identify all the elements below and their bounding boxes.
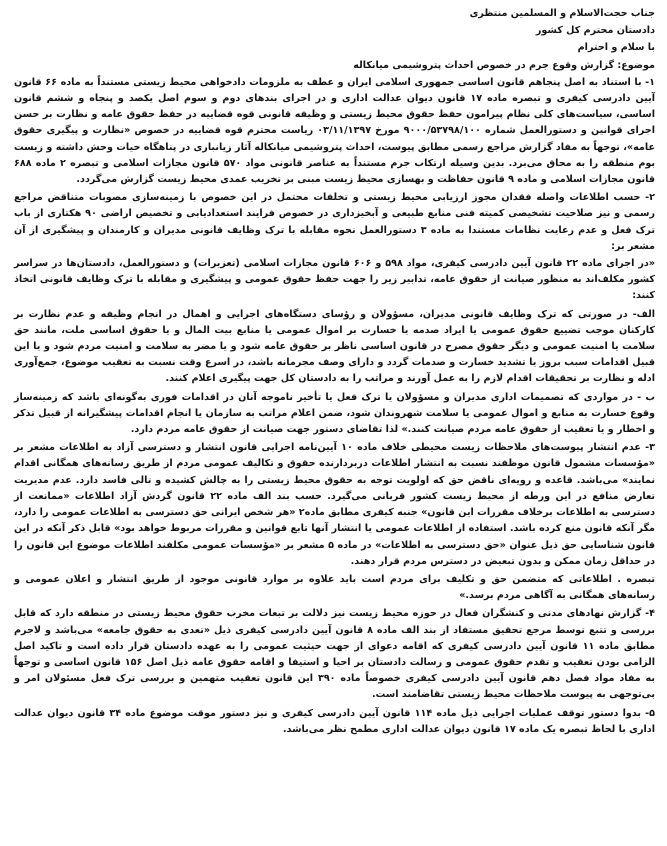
paragraph-5: ۵- بدوا دستور توقف عملیات اجرایی ذیل ماده ۱۱۴ قانون آیین دادرسی کیفری و نیز دستور موقت موضوع ماده ۳۴ قانون دیوان عدالت اداری با لحاظ تبصره یک ماده ۱۷ قانون دیوان عدالت اداری مطمح نظر می‌باشد. (14, 707, 656, 735)
addressee-line: جناب حجت‌الاسلام و المسلمین منتظری (469, 8, 655, 19)
paragraph-2-quote: «در اجرای ماده ۲۲ قانون آیین دادرسی کیفری، مواد ۵۹۸ و ۶۰۶ قانون مجازات اسلامی (تعزیرات) و دستورالعمل، دادستان‌ها در سراسر کشور مکلف‌اند به منظور صیانت از حقوق عامه، تدابیر زیر را جهت حفظ حقوق عمومی و پیشگیری و مقابله با ترک وظایف قانونی اتخاذ کنند: (14, 258, 655, 302)
salutation: با سلام و احترام (577, 42, 655, 54)
paragraph-2-clause-a: الف- در صورتی که ترک وظایف قانونی مدیران، مسؤولان و رؤسای دستگاه‌های اجرایی و اهمال در انجام وظیفه و عدم نظارت بر کارکنان موجب تضییع حقوق عمومی یا ایراد صدمه یا خسارت بر اموال عمومی یا منابع بیت المال و یا حقوق اساسی ملت، مانند حق سلامت یا امنیت عمومی و دیگر حقوق مصرح در قانون اساسی ناظر بر حقوق عامه شود و یا مضر به سلامت و امنیت مردم شود و یا این قبیل اقدامات سبب بروز یا تشدید خسارت و صدمات گردد و دارای وصف مجرمانه باشد، در اسرع وقت نسبت به تعقیب موضوع، جمع‌آوری ادله و نظارت بر تحقیقات اقدام لازم را به عمل آورند و مراتب را به دادستان کل جهت پیگیری اعلام کنند. (14, 308, 655, 385)
recipient-title: دادستان محترم کل کشور (535, 25, 655, 37)
subject-place: میانکاله (353, 59, 389, 71)
paragraph-4: ۴- گزارش نهادهای مدنی و کنشگران فعال در حوزه محیط زیست نیز دلالت بر تبعات مخرب حقوق محیط زیستی در منطقه دارد که قابل بررسی و تتبع توسط مرجع تحقیق مستفاد از بند الف ماده ۸ قانون آیین دادرسی کیفری ذیل «تعدی به حقوق جامعه» می‌باشد و لاجرم مطابق ماده ۱۱ قانون آیین دادرسی کیفری که اقامه دعوای از جهت حیثیت عمومی را به عهده دادستان قرار داده است و تاکید اصل الزامی بودن تعقیب و تقدم حقوق عمومی و رسالت دادستان بر احیا و استیفا و اقامه حقوق عامه ذیل اصل ۱۵۶ قانون اساسی و توجهاً به مفاد مواد فصل دهم قانون آیین دادرسی کیفری خصوصاً ماده ۳۹۰ این قانون تعقیب متهمین و بررسی ترک فعل مسئولان امر و بی‌توجهی به پیوست ملاحظات محیط زیستی تقاضامند است. (14, 608, 655, 701)
paragraph-3-note: تبصره . اطلاعاتی که متضمن حق و تکلیف برای مردم است باید علاوه بر موارد قانونی موجود از طریق انتشار و اعلان عمومی و رسانه‌های همگانی به آگاهی مردم برسد.» (14, 573, 655, 602)
paragraph-2-clause-b: ب - در مواردی که تصمیمات اداری مدیران و مسؤولان یا ترک فعل یا تأخیر ناموجه آنان در اقدامات فوری به‌گونه‌ای باشد که زمینه‌ساز وقوع خسارت به منابع و اموال عمومی یا سلامت شهروندان شود، ضمن اعلام مراتب به سازمان یا انجام اقدامات پیشگیرانه از قبیل تذکر و اخطار و یا تعقیب از حقوق عامه مردم صیانت کنند.» لذا تقاضای دستور جهت صیانت از حقوق عامه مردم دارد. (14, 391, 655, 436)
subject-line (14, 58, 655, 74)
paragraph-2: ۲- حسب اطلاعات واصله فقدان مجوز ارزیابی محیط زیستی و تخلفات محتمل در این خصوص با زمینه‌سازی مصوبات متناقض مراجع رسمی و نیز صلاحیت تشخیصی کمیته فنی منابع طبیعی و آبخیزداری در خصوص فرایند استعدادیابی و تخصیص اراضی ۹۰ هکتاری از باب ترک فعل و عدم رعایت نظامات مستندا به ماده ۳ دستورالعمل نحوه مقابله با ترک وظایف قانونی مدیران و کارمندان و پیشگیری از آن مشعر بر: (14, 192, 656, 252)
subject-prefix: موضوع: گزارش وقوع جرم در خصوص احداث پتروشیمی (392, 59, 655, 71)
paragraph-3: ۳- عدم انتشار پیوست‌های ملاحظات زیست محیطی خلاف ماده ۱۰ آیین‌نامه اجرایی قانون انتشار و دسترسی آزاد به اطلاعات مشعر بر «مؤسسات مشمول قانون موظفند نسبت به انتشار اطلاعات دربردارنده حقوق و تکالیف عمومی مردم از طریق رسانه‌های همگانی اقدام نمایند» می‌باشد. قاعده و رویه‌ای ناقض حق که اولویت توجه به حقوق محیط زیستی را به چالش کشیده و تالی فاسد دارد. عدم مدیریت تعارض منافع در این ورطه از محیط زیست کشور قربانی می‌گیرد. حسب بند الف ماده ۲۲ قانون گردش آزاد اطلاعات «ممانعت از دسترسی به اطلاعات برخلاف مقررات این قانون» جنبه کیفری مطابق ماده۲ «هر شخص ایرانی حق دسترسی به اطلاعات عمومی را دارد، مگر آنکه قانون منع کرده باشد. استفاده از اطلاعات عمومی یا انتشار آنها تابع قوانین و مقررات مربوط خواهد بود» قابل ذکر آنکه در این قانون شناسایی حق ذیل عنوان «حق دسترسی به اطلاعات» در ماده ۵ مشعر بر «مؤسسات عمومی مکلفند اطلاعات موضوع این قانون را در حداقل زمان ممکن و بدون تبعیض در دسترس مردم قرار دهند. (14, 442, 655, 567)
paragraph-1: ۱- با استناد به اصل پنجاهم قانون اساسی جمهوری اسلامی ایران و عطف به ملزومات دادخواهی محیط زیستی مستنداً به ماده ۶۶ قانون آیین دادرسی کیفری و تبصره ماده ۱۷ قانون دیوان عدالت اداری و در اجرای بندهای دوم و سوم اصل یکصد و پنجاه و ششم قانون اساسی، سیاست‌های کلی نظام پیرامون حفظ حقوق محیط زیستی و وظیفه قانونی قوه قضاییه در حفظ حقوق عامه و نظارت بر حسن اجرای قوانین و دستورالعمل شماره ۹۰۰۰/۵۳۷۹۸/۱۰۰ مورخ ۰۳/۱۱/۱۳۹۷ ریاست محترم قوه قضاییه در خصوص «نظارت و پیگیری حقوق عامه»، توجهاً به مفاد گزارش مراجع رسمی مطابق پیوست، احداث پتروشیمی میانکاله آثار زیانباری در پناهگاه حیات وحش داشته و زیست بوم منطقه را به محاق می‌برد. بدین وسیله ارتکاب جرم مستنداً به عناصر قانونی مواد ۵۷۰ قانون مجازات اسلامی و تبصره ۲ ماده ۶۸۸ قانون مجازات اسلامی و ماده ۹ قانون حفاظت و بهسازی محیط زیست مبنی بر تخریب عمدی محیط زیست گزارش می‌گردد. (14, 76, 656, 186)
